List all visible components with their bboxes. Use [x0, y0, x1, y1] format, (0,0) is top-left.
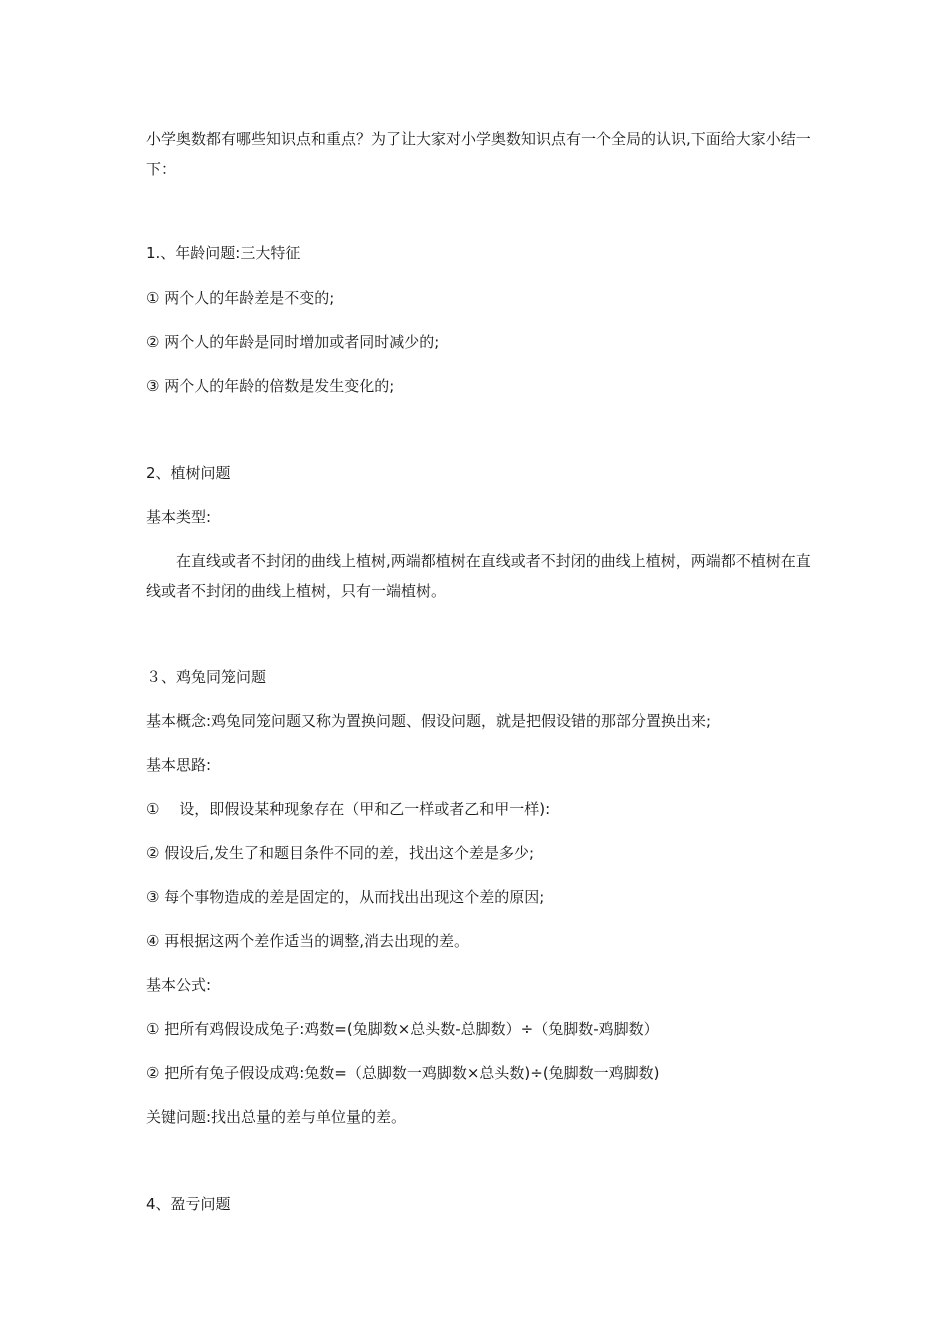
formula-item: ① 把所有鸡假设成兔子:鸡数=(兔脚数×总头数-总脚数）÷（兔脚数-鸡脚数）	[146, 1020, 659, 1038]
intro-paragraph: 小学奥数都有哪些知识点和重点？为了让大家对小学奥数知识点有一个全局的认识,下面给大家小结一下：	[146, 130, 811, 178]
section-heading-tree: 2、植树问题	[146, 464, 231, 482]
list-item: ④ 再根据这两个差作适当的调整,消去出现的差。	[146, 932, 469, 950]
list-item: ① 设，即假设某种现象存在（甲和乙一样或者乙和甲一样):	[146, 800, 551, 818]
section-heading-profit-loss: 4、盈亏问题	[146, 1195, 231, 1213]
list-item: ② 两个人的年龄是同时增加或者同时减少的;	[146, 333, 440, 351]
formula-item: ② 把所有兔子假设成鸡:兔数=（总脚数一鸡脚数×总头数)÷(兔脚数一鸡脚数)	[146, 1064, 660, 1082]
section-heading-age: 1.、年龄问题:三大特征	[146, 244, 301, 262]
list-item: ③ 两个人的年龄的倍数是发生变化的;	[146, 377, 395, 395]
concept-paragraph: 基本概念:鸡兔同笼问题又称为置换问题、假设问题，就是把假设错的那部分置换出来;	[146, 712, 712, 730]
subheading-formula: 基本公式:	[146, 976, 212, 994]
subheading-thinking: 基本思路:	[146, 756, 212, 774]
subheading-basic-types: 基本类型:	[146, 508, 212, 526]
key-problem: 关键问题:找出总量的差与单位量的差。	[146, 1108, 407, 1126]
list-item: ② 假设后,发生了和题目条件不同的差，找出这个差是多少;	[146, 844, 535, 862]
section-heading-chicken-rabbit: ３、鸡兔同笼问题	[146, 668, 267, 686]
list-item: ③ 每个事物造成的差是固定的，从而找出出现这个差的原因;	[146, 888, 545, 906]
tree-paragraph: 在直线或者不封闭的曲线上植树,两端都植树在直线或者不封闭的曲线上植树，两端都不植树在直线或者不封闭的曲线上植树，只有一端植树。	[146, 552, 811, 600]
list-item: ① 两个人的年龄差是不变的;	[146, 289, 335, 307]
